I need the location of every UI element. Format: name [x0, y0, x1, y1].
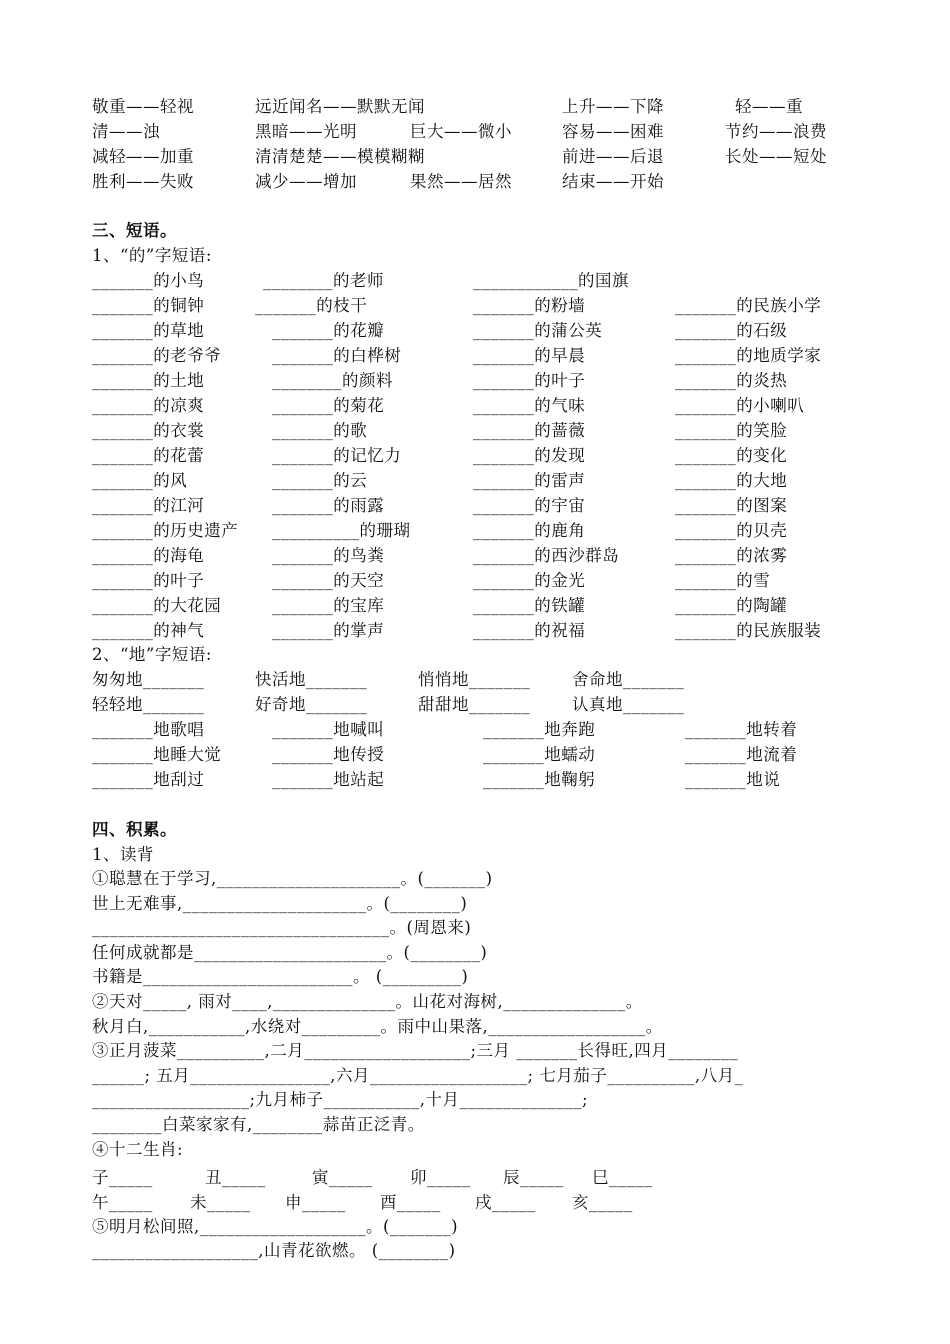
- de-phrase: _______的铜钟: [92, 296, 205, 315]
- de-phrase: _______的叶子: [473, 371, 586, 390]
- di-phrase: _______地鞠躬: [483, 770, 596, 789]
- de-phrase: _______的海龟: [92, 546, 205, 565]
- zodiac-item: 亥_____: [572, 1193, 633, 1212]
- di-phrase: 悄悄地_______: [418, 670, 531, 689]
- de-phrase: ________的颜料: [272, 371, 393, 390]
- zodiac-item: 午_____: [92, 1193, 153, 1212]
- section-3-sub2: 2、“地”字短语:: [92, 645, 212, 664]
- de-phrase: _______的贝壳: [675, 521, 788, 540]
- accumulation-line: ________白菜家家有,________蒜苗正泛青。: [92, 1115, 425, 1134]
- de-phrase: _______的花瓣: [272, 321, 385, 340]
- di-phrase: 匆匆地_______: [92, 670, 205, 689]
- de-phrase: __________的珊瑚: [272, 521, 411, 540]
- de-phrase: _______的大花园: [92, 596, 222, 615]
- accumulation-line: ③正月菠菜__________,二月___________________;三月 _______长得旺,四月________: [92, 1041, 739, 1061]
- de-phrase: _______的民族小学: [675, 296, 822, 315]
- de-phrase: _______的草地: [92, 321, 205, 340]
- de-phrase: _______的早晨: [473, 346, 586, 365]
- de-phrase: _______的记忆力: [272, 446, 402, 465]
- de-phrase: _______的宇宙: [473, 496, 586, 515]
- de-phrase: _______的宝库: [272, 596, 385, 615]
- zodiac-item: 酉_____: [380, 1193, 441, 1212]
- section-3-sub1: 1、“的”字短语:: [92, 246, 212, 265]
- de-phrase: _______的菊花: [272, 396, 385, 415]
- antonym-pair: 巨大——微小: [410, 122, 512, 141]
- accumulation-line: 书籍是________________________。 (_________): [92, 967, 469, 987]
- de-phrase: _______的歌: [272, 421, 368, 440]
- antonym-pair: 清清楚楚——模模糊糊: [255, 147, 425, 166]
- antonym-pair: 黑暗——光明: [255, 122, 357, 141]
- di-phrase: _______地睡大觉: [92, 745, 222, 764]
- de-phrase: _______的小喇叭: [675, 396, 805, 415]
- de-phrase: _______的枝干: [255, 296, 368, 315]
- zodiac-item: 辰_____: [503, 1168, 564, 1187]
- accumulation-line: ②天对_____, 雨对____,______________。山花对海树,______________。: [92, 992, 643, 1011]
- section-4-sub1: 1、读背: [92, 845, 154, 864]
- de-phrase: _______的鸟粪: [272, 546, 385, 565]
- di-phrase: _______地蠕动: [483, 745, 596, 764]
- de-phrase: _______的笑脸: [675, 421, 788, 440]
- di-phrase: _______地说: [685, 770, 781, 789]
- accumulation-line: __________________________________。(周恩来): [92, 918, 472, 938]
- zodiac-item: 戌_____: [475, 1193, 536, 1212]
- section-3-title: 三、短语。: [92, 221, 177, 240]
- de-phrase: _______的雪: [675, 571, 771, 590]
- zodiac-item: 寅_____: [312, 1168, 373, 1187]
- di-phrase: _______地站起: [272, 770, 385, 789]
- de-phrase: _______的地质学家: [675, 346, 822, 365]
- di-phrase: 轻轻地_______: [92, 695, 205, 714]
- de-phrase: ________的老师: [263, 271, 384, 290]
- accumulation-line: ④十二生肖:: [92, 1139, 184, 1159]
- antonym-pair: 减轻——加重: [92, 147, 194, 166]
- de-phrase: _______的神气: [92, 621, 205, 640]
- antonym-pair: 长处——短处: [725, 147, 827, 166]
- de-phrase: _______的衣裳: [92, 421, 205, 440]
- poem-line: ___________________,山青花欲燃。 (________): [92, 1241, 456, 1260]
- de-phrase: _______的历史遗产: [92, 521, 239, 540]
- de-phrase: _______的祝福: [473, 621, 586, 640]
- de-phrase: _______的图案: [675, 496, 788, 515]
- antonym-pair: 上升——下降: [562, 97, 664, 116]
- de-phrase: _______的石级: [675, 321, 788, 340]
- zodiac-item: 子_____: [92, 1168, 153, 1187]
- accumulation-line: 秋月白,___________,水绕对_________。雨中山果落,__________________。: [92, 1016, 663, 1036]
- accumulation-line: 世上无难事,_____________________。(________): [92, 893, 468, 913]
- di-phrase: _______地奔跑: [483, 720, 596, 739]
- de-phrase: _______的掌声: [272, 621, 385, 640]
- de-phrase: _______的炎热: [675, 371, 788, 390]
- de-phrase: _______的民族服装: [675, 621, 822, 640]
- de-phrase: _______的变化: [675, 446, 788, 465]
- antonym-pair: 敬重——轻视: [92, 97, 194, 116]
- de-phrase: _______的白桦树: [272, 346, 402, 365]
- de-phrase: _______的风: [92, 471, 188, 490]
- de-phrase: _______的雨露: [272, 496, 385, 515]
- di-phrase: _______地刮过: [92, 770, 205, 789]
- de-phrase: _______的陶罐: [675, 596, 788, 615]
- de-phrase: _______的凉爽: [92, 396, 205, 415]
- antonym-pair: 轻——重: [735, 97, 803, 116]
- zodiac-item: 未_____: [190, 1193, 251, 1212]
- di-phrase: 快活地_______: [255, 670, 368, 689]
- accumulation-line: ______; 五月________________,六月__________________; 七月茄子__________,八月_: [92, 1065, 744, 1085]
- accumulation-line: 任何成就都是______________________。(________): [92, 942, 488, 962]
- di-phrase: 好奇地_______: [255, 695, 368, 714]
- de-phrase: _______的小鸟: [92, 271, 205, 290]
- zodiac-item: 巳_____: [592, 1168, 653, 1187]
- di-phrase: 甜甜地_______: [418, 695, 531, 714]
- di-phrase: _______地转着: [685, 720, 798, 739]
- de-phrase: _______的花蕾: [92, 446, 205, 465]
- accumulation-line: ①聪慧在于学习,_____________________。(_______): [92, 869, 493, 888]
- de-phrase: _______的叶子: [92, 571, 205, 590]
- di-phrase: _______地传授: [272, 745, 385, 764]
- de-phrase: _______的土地: [92, 371, 205, 390]
- accumulation-line: __________________;九月柿子___________,十月______________;: [92, 1090, 589, 1110]
- de-phrase: _______的浓雾: [675, 546, 788, 565]
- antonym-pair: 前进——后退: [562, 147, 664, 166]
- de-phrase: _______的金光: [473, 571, 586, 590]
- antonym-pair: 节约——浪费: [725, 122, 827, 141]
- di-phrase: _______地流着: [685, 745, 798, 764]
- antonym-pair: 减少——增加: [255, 172, 357, 191]
- zodiac-item: 申_____: [285, 1193, 346, 1212]
- di-phrase: _______地喊叫: [272, 720, 385, 739]
- antonym-pair: 胜利——失败: [92, 172, 194, 191]
- de-phrase: _______的西沙群岛: [473, 546, 620, 565]
- de-phrase: ____________的国旗: [473, 271, 629, 290]
- de-phrase: _______的气味: [473, 396, 586, 415]
- zodiac-item: 丑_____: [205, 1168, 266, 1187]
- de-phrase: _______的蒲公英: [473, 321, 603, 340]
- di-phrase: 舍命地_______: [572, 670, 685, 689]
- antonym-pair: 容易——困难: [562, 122, 664, 141]
- de-phrase: _______的天空: [272, 571, 385, 590]
- antonym-pair: 果然——居然: [410, 172, 512, 191]
- de-phrase: _______的蔷薇: [473, 421, 586, 440]
- de-phrase: _______的发现: [473, 446, 586, 465]
- de-phrase: _______的鹿角: [473, 521, 586, 540]
- antonym-pair: 清——浊: [92, 122, 160, 141]
- de-phrase: _______的铁罐: [473, 596, 586, 615]
- de-phrase: _______的粉墙: [473, 296, 586, 315]
- antonym-pair: 结束——开始: [562, 172, 664, 191]
- antonym-pair: 远近闻名——默默无闻: [255, 97, 425, 116]
- section-4-title: 四、积累。: [92, 820, 177, 839]
- zodiac-item: 卯_____: [410, 1168, 471, 1187]
- de-phrase: _______的江河: [92, 496, 205, 515]
- de-phrase: _______的云: [272, 471, 368, 490]
- de-phrase: _______的雷声: [473, 471, 586, 490]
- di-phrase: 认真地_______: [572, 695, 685, 714]
- de-phrase: _______的大地: [675, 471, 788, 490]
- poem-line: ⑤明月松间照,___________________。(_______): [92, 1217, 459, 1236]
- di-phrase: _______地歌唱: [92, 720, 205, 739]
- de-phrase: _______的老爷爷: [92, 346, 222, 365]
